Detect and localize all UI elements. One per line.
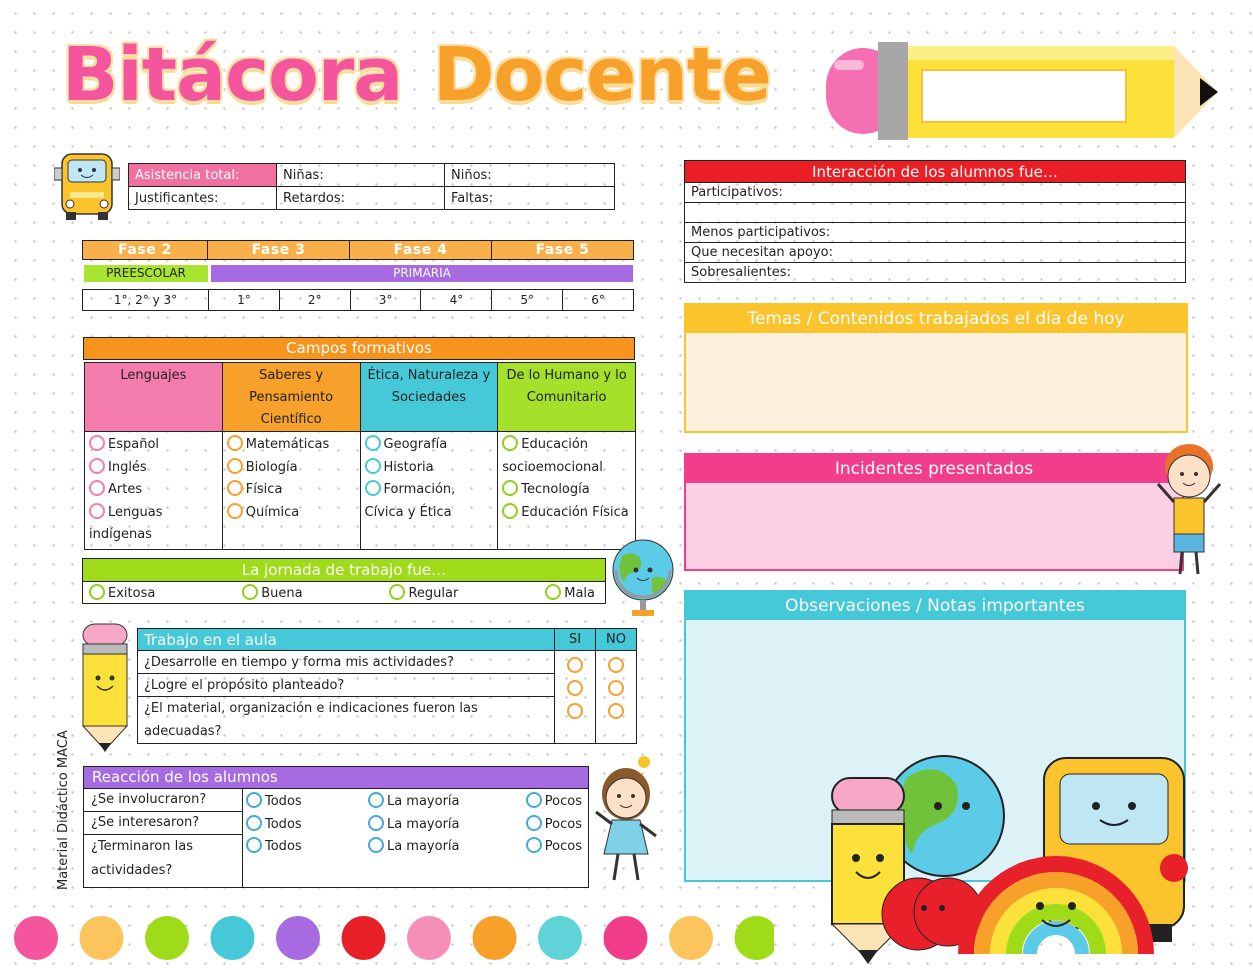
radio-circle-icon [502, 503, 518, 519]
interaccion-table [684, 160, 1186, 283]
campo-humano-title: De lo Humano y lo Comunitario [498, 363, 636, 432]
interaccion-row: Participativos: [685, 183, 1186, 203]
reaccion-option[interactable]: Pocos [526, 814, 582, 837]
jornada-box [82, 558, 606, 604]
jornada-option[interactable]: Buena [242, 584, 302, 603]
faltas-label: Faltas: [445, 187, 615, 210]
list-item[interactable]: Educación socioemocional [502, 437, 603, 475]
list-item[interactable]: Geografía [365, 434, 494, 457]
jornada-option[interactable]: Mala [545, 584, 595, 603]
radio-circle-icon [242, 584, 258, 600]
color-dot [211, 916, 255, 960]
phases-table [82, 240, 634, 260]
reaccion-question: ¿Se involucraron? [84, 789, 242, 812]
reaccion-option[interactable]: Pocos [526, 836, 582, 859]
radio-circle-icon [246, 792, 262, 808]
trabajo-question: ¿El material, organización e indicaciones fueron las adecuadas? [138, 697, 555, 744]
grade-cell: 1° [209, 290, 280, 311]
temas-header: Temas / Contenidos trabajados el día de hoy [686, 305, 1186, 333]
list-item[interactable]: Inglés [89, 457, 218, 480]
color-dot [604, 916, 648, 960]
observaciones-header: Observaciones / Notas importantes [686, 592, 1184, 620]
no-column [596, 651, 637, 744]
grade-cell: 5° [492, 290, 563, 311]
title-word-2: Docente [432, 32, 771, 118]
preescolar-label: PREESCOLAR [84, 265, 208, 282]
interaccion-row: Que necesitan apoyo: [685, 243, 1186, 263]
globe-icon [608, 538, 678, 620]
incidentes-header: Incidentes presentados [686, 455, 1182, 483]
radio-circle-icon [227, 503, 243, 519]
radio-circle-icon [368, 837, 384, 853]
radio-circle-icon [89, 480, 105, 496]
color-dots-row [14, 916, 774, 962]
reaccion-question: ¿Terminaron las actividades? [91, 839, 193, 878]
grade-cell: 4° [421, 290, 492, 311]
reaccion-option[interactable]: Todos [246, 814, 302, 837]
trabajo-table [137, 628, 637, 744]
girls-label: Niñas: [277, 164, 445, 187]
campo-etica-list [360, 432, 498, 550]
radio-circle-icon [526, 815, 542, 831]
color-dot [669, 916, 713, 960]
reaccion-option[interactable]: Todos [246, 791, 302, 814]
pencil-decoration-icon [822, 42, 1222, 142]
si-radio-icon[interactable] [567, 680, 583, 696]
incidentes-box[interactable] [684, 453, 1184, 571]
radio-circle-icon [502, 435, 518, 451]
color-dot [80, 916, 124, 960]
radio-circle-icon [246, 815, 262, 831]
phase-4: Fase 4 [350, 241, 492, 260]
reaccion-options [246, 791, 582, 859]
campos-table [84, 362, 636, 550]
list-item[interactable]: Artes [89, 479, 218, 502]
retardos-label: Retardos: [277, 187, 445, 210]
list-item[interactable]: Tecnología [502, 479, 631, 502]
grade-cell: 3° [350, 290, 421, 311]
school-bus-icon [54, 150, 120, 222]
color-dot [538, 916, 582, 960]
phase-5: Fase 5 [492, 241, 634, 260]
list-item[interactable]: Física [227, 479, 356, 502]
radio-circle-icon [365, 480, 381, 496]
reaccion-option[interactable]: La mayoría [368, 814, 460, 837]
jornada-header: La jornada de trabajo fue… [83, 559, 605, 582]
pencil-character-icon [78, 622, 132, 754]
radio-circle-icon [389, 584, 405, 600]
reaccion-option[interactable]: Pocos [526, 791, 582, 814]
jornada-option[interactable]: Exitosa [89, 584, 155, 603]
campo-saberes-title: Saberes y Pensamiento Científico [222, 363, 360, 432]
campo-lenguajes-title: Lenguajes [85, 363, 223, 432]
trabajo-question: ¿Logre el propósito planteado? [138, 674, 555, 697]
radio-circle-icon [89, 458, 105, 474]
radio-circle-icon [368, 815, 384, 831]
radio-circle-icon [365, 435, 381, 451]
list-item[interactable]: Biología [227, 457, 356, 480]
color-dot [145, 916, 189, 960]
reaccion-option[interactable]: Todos [246, 836, 302, 859]
list-item[interactable]: Español [89, 434, 218, 457]
reaccion-box [83, 766, 589, 888]
list-item[interactable]: Matemáticas [227, 434, 356, 457]
justificantes-label: Justificantes: [129, 187, 277, 210]
girl-character-icon [592, 750, 662, 890]
page-title [62, 32, 771, 118]
radio-circle-icon [526, 837, 542, 853]
color-dot [276, 916, 320, 960]
radio-circle-icon [545, 584, 561, 600]
grade-cell: 2° [279, 290, 350, 311]
interaccion-row: Sobresalientes: [685, 263, 1186, 283]
no-radio-icon[interactable] [608, 680, 624, 696]
campos-header: Campos formativos [83, 337, 635, 360]
radio-circle-icon [526, 792, 542, 808]
radio-circle-icon [368, 792, 384, 808]
radio-circle-icon [227, 435, 243, 451]
boy-character-icon [1152, 440, 1226, 580]
attendance-table [128, 163, 615, 210]
school-characters-icon [826, 738, 1216, 966]
attendance-total-label: Asistencia total: [129, 164, 277, 187]
campo-lenguajes-list [85, 432, 223, 550]
reaccion-option[interactable]: La mayoría [368, 791, 460, 814]
color-dot [735, 916, 775, 960]
interaccion-row: Menos participativos: [685, 223, 1186, 243]
list-item[interactable]: Educación Física [502, 502, 631, 525]
title-word-1: Bitácora [62, 32, 403, 118]
radio-circle-icon [502, 480, 518, 496]
credit-text: Material Didáctico MACA [56, 730, 71, 890]
trabajo-question: ¿Desarrolle en tiempo y forma mis actividades? [138, 651, 555, 674]
radio-circle-icon [89, 584, 105, 600]
phase-2: Fase 2 [83, 241, 208, 260]
no-header: NO [596, 629, 637, 651]
grades-table [82, 289, 634, 311]
si-header: SI [555, 629, 596, 651]
no-radio-icon[interactable] [608, 703, 624, 719]
reaccion-questions [84, 789, 243, 887]
campo-etica-title: Ética, Naturaleza y Sociedades [360, 363, 498, 432]
color-dot [473, 916, 517, 960]
campo-saberes-list [222, 432, 360, 550]
color-dot [342, 916, 386, 960]
radio-circle-icon [89, 503, 105, 519]
si-radio-icon[interactable] [567, 703, 583, 719]
radio-circle-icon [227, 480, 243, 496]
interaccion-row [685, 203, 1186, 223]
radio-circle-icon [365, 458, 381, 474]
list-item[interactable]: Historia [365, 457, 494, 480]
si-radio-icon[interactable] [567, 657, 583, 673]
list-item[interactable]: Química [227, 502, 356, 525]
temas-box[interactable] [684, 303, 1188, 433]
list-item[interactable]: Lenguas indígenas [89, 504, 163, 542]
si-column [555, 651, 596, 744]
radio-circle-icon [89, 435, 105, 451]
campo-humano-list [498, 432, 636, 550]
reaccion-header: Reacción de los alumnos [84, 767, 588, 789]
interaccion-header: Interacción de los alumnos fue… [685, 161, 1186, 183]
radio-circle-icon [227, 458, 243, 474]
phase-3: Fase 3 [208, 241, 350, 260]
reaccion-option[interactable]: La mayoría [368, 836, 460, 859]
grade-cell: 1°, 2° y 3° [83, 290, 209, 311]
color-dot [407, 916, 451, 960]
no-radio-icon[interactable] [608, 657, 624, 673]
jornada-option[interactable]: Regular [389, 584, 458, 603]
boys-label: Niños: [445, 164, 615, 187]
grade-cell: 6° [563, 290, 634, 311]
color-dot [14, 916, 58, 960]
reaccion-question: ¿Se interesaron? [84, 812, 242, 835]
primaria-label: PRIMARIA [211, 265, 633, 282]
trabajo-header: Trabajo en el aula [138, 629, 555, 651]
list-item[interactable]: Formación, Cívica y Ética [364, 482, 456, 520]
radio-circle-icon [246, 837, 262, 853]
